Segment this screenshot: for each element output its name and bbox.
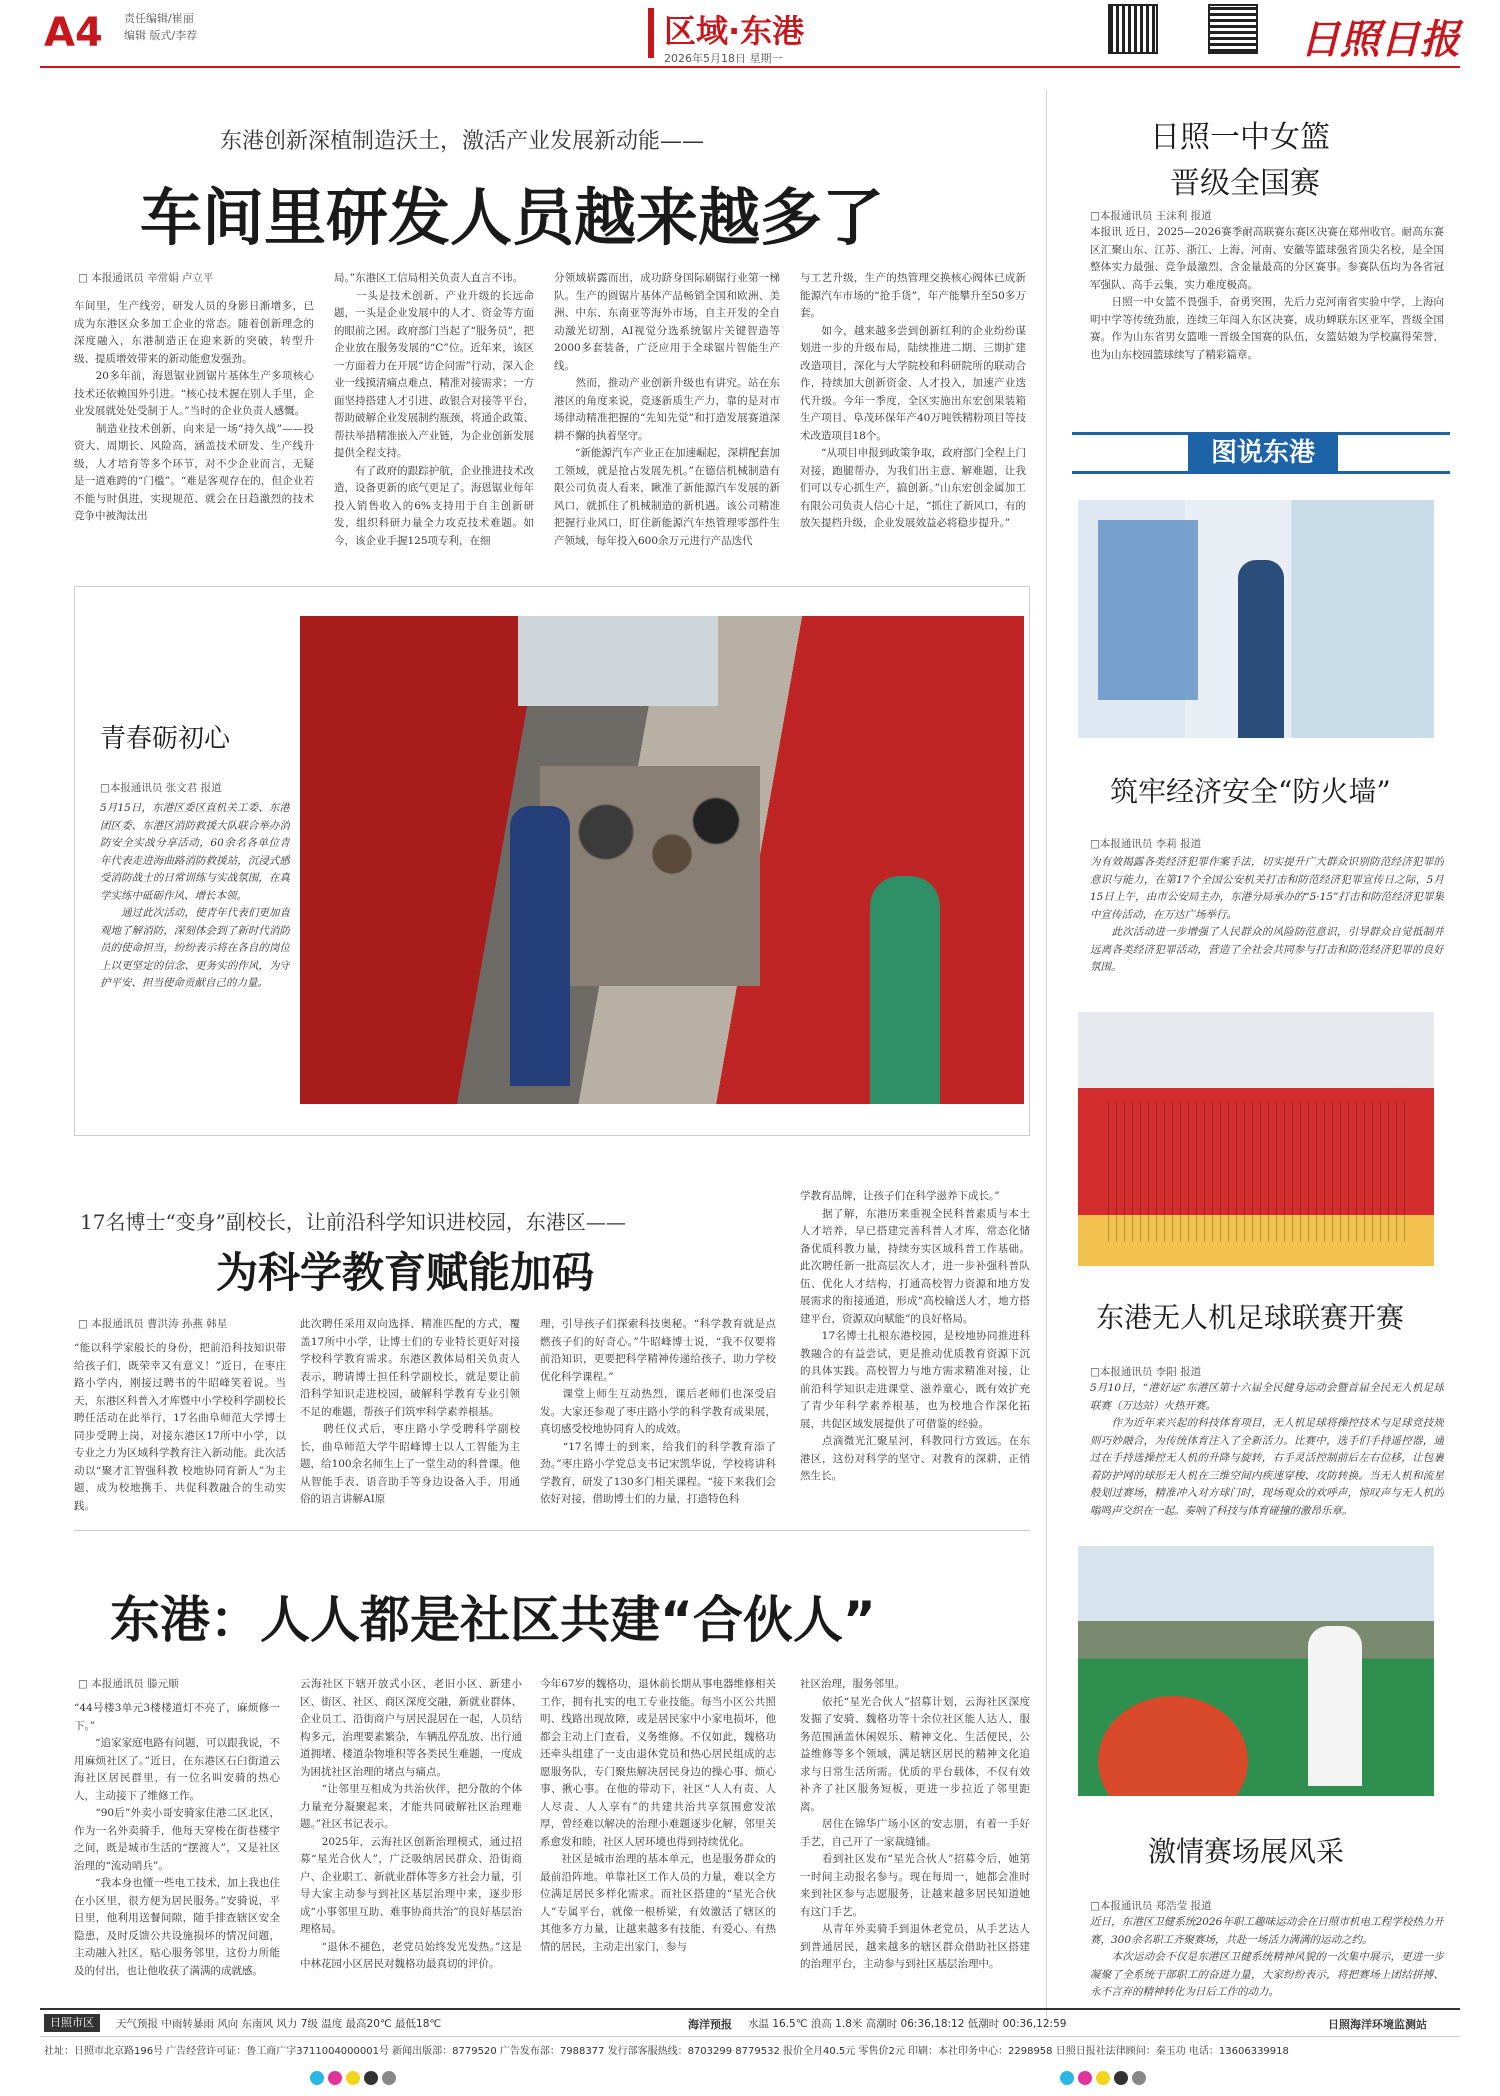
photo-sky	[518, 616, 718, 706]
registration-magenta	[328, 2071, 342, 2085]
article3-col2: 云海社区下辖开放式小区，老旧小区、新建小区、街区、社区、商区深度交融，新就业群体、企业员工、沿街商户与居民混居在一起，人员结构多元，治理要素繁杂，车辆乱停乱放、出行通道拥堵、楼道杂物堆积等各类民生难题，一度成为困扰社区治理的堵点与痛点。 “让邻里互相成为共治伙伴，把分散的个体力量充分凝聚起来，才能共同破解社区治理难题。”社区书记表示。 2025年，云海社区创新治理模式，通过招募“星光合伙人”，广泛吸纳居民群众、沿街商户、企业职工、新就业群体等多方社会力量，引导大家主动参与到社区基层治理中来，逐步形成“小事邻里互助、难事协商共治”的良好基层治理格局。 “退休不褪色，老党员始终发光发热。”这是中林花园小区居民对魏格功最真切的评价。	[300, 1678, 522, 1970]
article2-col2: 此次聘任采用双向选择、精准匹配的方式，覆盖17所中小学，让博士们的专业特长更好对接学校科学教育需求。东港区教体局相关负责人表示，聘请博士担任科学副校长，就是要让前沿科学知识走进校园，破解科学教育专业引领不足的难题，帮孩子们筑牢科学素养根基。 聘任仪式后，枣庄路小学受聘科学副校长，曲阜师范大学牛昭峰博士以人工智能为主题，给100余名师生上了一堂生动的科普课。他从智能手表、语音助手等身边设备入手，用通俗的语言讲解AI原	[300, 1318, 520, 1505]
color-registration-marks-2	[1060, 2070, 1150, 2089]
article1-col4: 与工艺升级，生产的热管理交换核心阀体已成新能源汽车市场的“抢手货”，年产能攀升至50多万套。 如今，越来越多尝到创新红利的企业纷纷谋划进一步的升级布局，陆续推进二期、三期扩建改造项目，深化与大学院校和科研院所的联动合作，持续加大创新资金、人才投入，加速产业迭代升级。今年一季度，全区实施出东宏创果装箱生产项目、阜茂环保年产40万吨铁精粉项目等技术改造项目18个。 “从项目申报到政策争取，政府部门全程上门对接，跑腿帮办，为我们出主意、解难题，让我们可以专心抓生产，搞创新。”山东宏创金属加工有限公司负责人信心十足，“抓住了新风口，有的放矢提档升级，企业发展效益必将稳步提升。”	[800, 272, 1026, 529]
firefighter-photo	[300, 616, 1024, 1104]
article3-title: 东港：人人都是社区共建“合伙人”	[110, 1591, 876, 1649]
registration-cyan-2	[1060, 2071, 1074, 2085]
page-number: A4	[44, 10, 103, 56]
fire-byline: □本报通讯员 李莉 报道	[1090, 838, 1202, 850]
article1-kicker: 东港创新深植制造沃土，激活产业发展新动能——	[220, 129, 705, 154]
photo-crowd	[540, 766, 760, 986]
article1-title: 车间里研发人员越来越多了	[140, 181, 885, 254]
article1-col3: 分领域崭露而出，成功跻身国际刷锯行业第一梯队。生产的圆锯片基体产品畅销全国和欧洲、美洲、中东、东南亚等海外市场，自主开发的全自动激光切割，AI视觉分选系统锯片关键智造等2000多套装备，广泛应用于全球锯片智能生产线。 然而，推动产业创新升级也有讲究。站在东港区的角度来说，竞逐新质生产力，靠的是对市场律动精准把握的“先知先觉”和打造发展赛道深耕不懈的执着坚守。 “新能源汽车产业正在加速崛起，深耕配套加工领域，就是抢占发展先机。”在德信机械制造有限公司负责人看来，瞅准了新能源汽车发展的新风口，就抓住了机械制造的新机遇。该公司精准把握行业风口，盯住新能源汽车热管理零部件生产领域，每年投入600余万元进行产品迭代	[554, 272, 780, 547]
sidebar-divider	[1046, 90, 1047, 2020]
article1-col1: 车间里，生产线旁，研发人员的身影日渐增多，已成为东港区众多加工企业的常态。随着创新理念的深度融入，东港制造正在迎来新的突破，转型升级、提质增效带来的新动能愈发强劲。 20多年前，海恩锯业圆锯片基体生产多项核心技术还依赖国外引进。“核心技术握在别人手里，企业发展就处处受制于人。”当时的企业负责人感慨。 制造业技术创新，向来是一场“持久战”——投资大、周期长、风险高，涵盖技术研发、生产线升级，人才培育等多个环节，对不少企业而言，无疑是一道难跨的“门槛”。“难是客观存在的，但企业若不能与时俱进，实现规范、就会在日趋激烈的技术竞争中被淘汰出	[74, 300, 314, 522]
footer-rule-2	[40, 2036, 1460, 2037]
tushuo-label: 图说东港	[1188, 432, 1338, 474]
qingchun-byline: □本报通讯员 张文君 报道	[100, 782, 222, 794]
env-station: 日照海洋环境监测站	[1328, 2018, 1427, 2031]
weather-tag: 日照市区	[44, 2014, 100, 2032]
fire-prevention-photo	[1078, 500, 1434, 738]
qr-code-1	[1110, 6, 1156, 52]
article2-title: 为科学教育赋能加码	[216, 1248, 595, 1297]
sport-byline: □本报通讯员 郑浩莹 报道	[1090, 1900, 1212, 1912]
footer-publisher-info: 社址：日照市北京路196号 广告经营许可证：鲁工商广字3711004000001号 新闻出版部：8779520 广告发布部：7988377 发行部客服热线：8703299 8779532 报价全月40.5元 零售价2元 印刷：本社印务中心：2298958 日照日报社法律顾问：秦玉功 电话：13606339918	[44, 2046, 1289, 2057]
article3-col1: “44号楼3单元3楼楼道灯不亮了，麻烦修一下。” “追家家庭电路有问题，可以跟我说，不用麻烦社区了。”近日，在东港区石臼街道云海社区居民群里，有一位名叫安骑的热心人，主动接下了维修工作。 “90后”外卖小哥安骑家住港二区北区，作为一名外卖骑手，他每天穿梭在街巷楼宇之间，既是城市生活的“摆渡人”，又是社区治理的“流动哨兵”。 “我本身也懂一些电工技术，加上我也住在小区里，很方便为居民服务。”安骑说，平日里，他利用送餐间隙，随手排查辖区安全隐患，及时反馈公共设施损坏的情况问题，主动融入社区，贴心服务邻里，这份力所能及的付出，也让他收获了满满的成就感。	[74, 1702, 280, 1977]
qingchun-title: 青春砺初心	[100, 724, 231, 754]
article2-byline: □ 本报通讯员 曹洪涛 孙燕 韩星	[78, 1318, 228, 1330]
article2-col1: “能以科学家般长的身份，把前沿科技知识带给孩子们，既荣幸又有意义！”近日，在枣庄路小学内，刚接过聘书的牛昭峰笑着说。当天，东港区科普入才库暨中小学校科学副校长聘任活动在此举行，17名曲阜师范大学博士同步受聘上岗，对接东港区17所中小学，以专业之力为区域科学教育注入新动能。此次活动以“聚才汇智强科教 校地协同育新人”为主题，成为校地携手、共促科教融合的生动实践。	[74, 1342, 286, 1512]
photo-woman-green	[870, 876, 940, 1104]
registration-gray-2	[1132, 2071, 1146, 2085]
basketball-text: 本报讯 近日，2025—2026赛季耐高联赛东赛区决赛在郑州收官。耐高东赛区汇聚山东、江苏、浙江、上海、河南、安徽等篮球强省顶尖名校，是全国整体实力最强、竞争最激烈、含金量最高的分区赛事。参赛队伍均为各省冠军强队、高手云集，实力难度极高。 日照一中女篮不畏强手，奋勇突围，先后力克河南省实验中学，上海向明中学等传统劲旅，连续三年闯入东区决赛，成功蝉联东区亚军，晋级全国赛。作为山东省男女篮唯一晋级全国赛的队伍，女篮姑娘为学校赢得荣誉，也为山东校园篮球续写了精彩篇章。	[1090, 226, 1444, 361]
sport-text: 近日，东港区卫健系统2026年职工趣味运动会在日照市机电工程学校热力开赛，300余名职工齐聚赛场，共赴一场活力满满的运动之约。 本次运动会不仅是东港区卫健系统精神风貌的一次集中展示，更进一步凝聚了全系统干部职工的奋进力量，大家纷纷表示，将把赛场上团结拼搏、永不言弃的精神转化为日后工作的动力。	[1090, 1916, 1444, 1998]
registration-black	[364, 2071, 378, 2085]
basketball-title-2: 晋级全国赛	[1170, 166, 1320, 201]
article1-byline: □ 本报通讯员 辛常娟 卢立平	[78, 272, 214, 284]
basketball-title-1: 日照一中女篮	[1150, 120, 1330, 155]
photo-runner	[1308, 1626, 1362, 1786]
drone-title: 东港无人机足球联赛开赛	[1096, 1301, 1405, 1334]
sports-meet-photo	[1078, 1546, 1434, 1796]
registration-yellow	[346, 2071, 360, 2085]
drone-football-photo	[1078, 1012, 1434, 1266]
article3-col4: 社区治理，服务邻里。 依托“星光合伙人”招募计划，云海社区深度发掘了安骑、魏格功等十余位社区能人达人，服务范围涵盖休闲娱乐、精神文化、生活便民，公益维修等多个领域，满足辖区居民的精神文化追求与日常生活所需。优质的平台载体，不仅有效补齐了社区服务短板，更进一步拉近了邻里距离。 居住在锦华广场小区的安志朋，有着一手好手艺，自己开了一家裁缝铺。 看到社区发布“星光合伙人”招募令后，她第一时间主动报名参与。现在每周一，她都会准时来到社区参与志愿服务，让越来越多居民知道她有这门手艺。 从青年外卖骑手到退休老党员，从手艺达人到普通居民，越来越多的辖区群众借助社区搭建的治理平台，主动参与到社区基层治理中。	[800, 1678, 1030, 1970]
registration-magenta-2	[1078, 2071, 1092, 2085]
editor-line-1: 责任编辑/崔丽	[124, 12, 194, 25]
photo-board	[1098, 520, 1198, 700]
newspaper-logo: 日照日报	[1300, 16, 1460, 63]
registration-yellow-2	[1096, 2071, 1110, 2085]
issue-date: 2026年5月18日 星期一	[664, 52, 783, 65]
article3-rule	[74, 1530, 1030, 1531]
article2-kicker: 17名博士“变身”副校长，让前沿科学知识进校园，东港区——	[80, 1210, 626, 1234]
footer-rule	[40, 2008, 1460, 2010]
article3-byline: □ 本报通讯员 滕元顺	[78, 1678, 179, 1690]
sport-title: 激情赛场展风采	[1148, 1835, 1345, 1868]
sea-tag: 海洋预报	[688, 2018, 732, 2031]
drone-text: 5月10日，“港好运”东港区第十六届全民健身运动会暨首届全民无人机足球联赛（万达站）火热开赛。 作为近年来兴起的科技体育项目，无人机足球将操控技术与足球竞技规则巧妙融合，为传统体育注入了全新活力。比赛中，选手们手持遥控器，通过在手持选操控无人机的升降与旋转，右手灵活控制前后左右位移，让包裹着防护网的球形无人机在三维空间内疾速穿梭、攻防转换。当无人机和流星般划过赛场，精准冲入对方球门时，现场观众的欢呼声，惊叹声与无人机的嗡鸣声交织在一起。奏响了科技与体育碰撞的激昂乐章。	[1090, 1382, 1444, 1517]
photo-firefighter	[510, 806, 570, 1086]
editor-line-2: 编辑 版式/李荐	[124, 29, 198, 42]
drone-byline: □本报通讯员 李阳 报道	[1090, 1366, 1202, 1378]
section-bar	[648, 8, 654, 58]
fire-title: 筑牢经济安全“防火墙”	[1110, 775, 1391, 808]
article2-col4: 学教育品牌，让孩子们在科学滋养下成长。” 据了解，东港历来重视全民科普素质与本土人才培养，早已搭建完善科普人才库，常态化储备优质科教力量，持续夯实区域科普工作基础。此次聘任新一批高层次人才，进一步补强科普队伍、优化人才结构，打通高校智力资源和地方发展需求的衔接通道，形成“高校输送人才，地方搭建平台，资源双向赋能”的良好格局。 17名博士扎根东港校园，是校地协同推进科教融合的有益尝试，更是推动优质教育资源下沉的具体实践。高校智力与地方需求精准对接，让前沿科学知识走进课堂、滋养童心，既有效扩充了青少年科学素养根基，也为校地合作深化拓展，共促区域发展提供了可借鉴的经验。 点滴微光汇聚星河，科教同行方致远。在东港区，这份对科学的坚守、对教育的深耕，正悄然生长。	[800, 1190, 1030, 1482]
section-name: 区域·东港	[664, 12, 805, 50]
color-registration-marks	[310, 2070, 400, 2089]
photo-red-ball	[1098, 1696, 1248, 1796]
article2-col3: 理，引导孩子们探索科技奥秘。“科学教育就是点燃孩子们的好奇心。”牛昭峰博士说，“我不仅要将前沿知识，更要把科学精神传递给孩子，助力学校优化科学课程。” 课堂上师生互动热烈，课后老师们也深受启发。大家还参观了枣庄路小学的科学教育成果展，真切感受校地协同育人的成效。 “17名博士的到来，给我们的科学教育添了劲。”枣庄路小学党总支书记宋凯华说，学校将讲科学教育，研发了130多门相关课程。“接下来我们会依好对接，借助博士们的力量，打造特色科	[540, 1318, 776, 1505]
article3-col3: 今年67岁的魏格功，退休前长期从事电器维修相关工作，拥有扎实的电工专业技能。每当小区公共照明、线路出现故障，或是居民家中小家电损坏，他都会主动上门查看，义务维修。不仅如此，魏格功还牵头组建了一支由退休党员和热心居民组成的志愿服务队，专门聚焦解决居民身边的操心事、烦心事、揪心事。在他的带动下，社区“人人有责、人人尽责、人人享有”的共建共治共享氛围愈发浓厚，曾经难以解决的治理小难题逐步化解，邻里关系愈发和睦，社区人居环境也得到持续优化。 社区是城市治理的基本单元，也是服务群众的最前沿阵地。单靠社区工作人员的力量，难以全方位满足居民多样化需求。而社区搭建的“星光合伙人”专属平台，就像一根桥梁，有效激活了辖区的其他多方力量，让越来越多有技能、有爱心、有热情的居民，主动走出家门，参与	[540, 1678, 776, 1953]
qingchun-text: 5月15日，东港区委区直机关工委、东港团区委、东港区消防救援大队联合举办消防安全实战分享活动，60余名各单位青年代表走进海曲路消防救援站，沉浸式感受消防战士的日常训练与实战氛围，在真学实练中砥砺作风、增长本领。 通过此次活动，使青年代表们更加直观地了解消防，深刻体会到了新时代消防员的使命担当，纷纷表示将在各自的岗位上以更坚定的信念、更务实的作风，为守护平安、担当使命贡献自己的力量。	[100, 802, 290, 989]
weather-forecast: 天气预报 中雨转暴雨 风向 东南风 风力 7级 温度 最高20℃ 最低18℃	[116, 2018, 442, 2030]
registration-black-2	[1114, 2071, 1128, 2085]
registration-gray	[382, 2071, 396, 2085]
basketball-byline: □本报通讯员 王沫利 报道	[1090, 210, 1212, 222]
editor-credit	[124, 10, 197, 44]
registration-cyan	[310, 2071, 324, 2085]
photo-officer	[1238, 560, 1284, 738]
header-rule	[40, 66, 1460, 68]
photo-net-cage	[1108, 1102, 1408, 1242]
sea-forecast: 水温 16.5℃ 浪高 1.8米 高潮时 06:36,18:12 低潮时 00:36,12:59	[748, 2018, 1067, 2030]
fire-text: 为有效揭露各类经济犯罪作案手法，切实提升广大群众识别防范经济犯罪的意识与能力，在第17个全国公安机关打击和防范经济犯罪宣传日之际，5月15日上午，由市公安局主办，东港分局承办的“5·15”打击和防范经济犯罪集中宣传活动，在万达广场举行。 此次活动进一步增强了人民群众的风险防范意识，引导群众自觉抵制并远离各类经济犯罪活动，营造了全社会共同参与打击和防范经济犯罪的良好氛围。	[1090, 856, 1444, 973]
qr-code-2	[1210, 6, 1256, 52]
article1-col2: 局。”东港区工信局相关负责人直言不讳。 一头是技术创新、产业升级的长远命题，一头是企业发展中的人才、资金等方面的眼前之困。政府部门当起了“服务员”，把企业放在服务发展的“C”位。近年来，该区一方面着力在开展“访企问需”行动，深入企业一线摸清痛点难点，精准对接需求；一方面坚持搭建人才引进、政银合对接等平台，帮助破解企业发展制约瓶颈，将通企政策、帮扶举措精准嵌入产业链，为企业创新发展提供全程支持。 有了政府的跟踪护航，企业推进技术改造，设备更新的底气更足了。海恩锯业每年投入销售收入的6%支持用于自主创新研发，组织科研力量全力攻克技术难题。如今，该企业手握125项专利，在细	[334, 272, 534, 547]
